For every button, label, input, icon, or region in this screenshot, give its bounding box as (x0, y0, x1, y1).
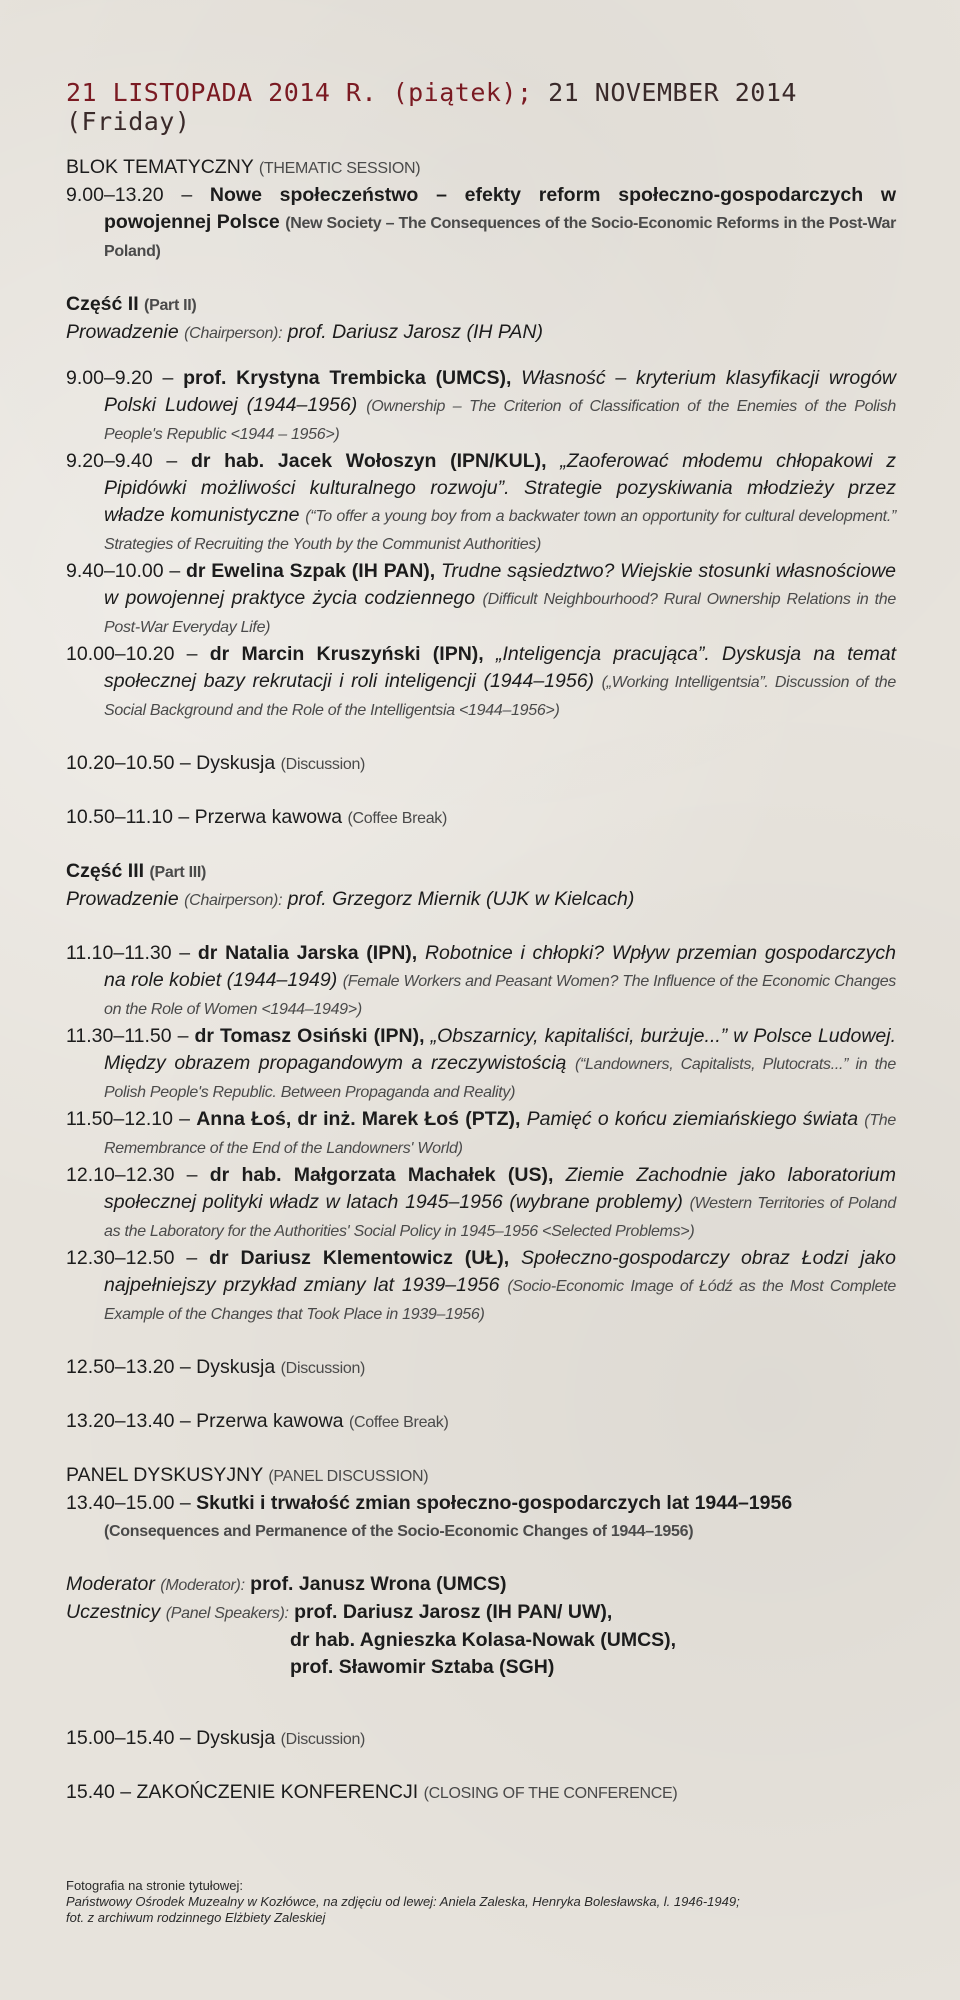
talk-item (66, 558, 896, 641)
talk-time: 10.00–10.20 – (66, 643, 198, 665)
day-heading-pl: 21 LISTOPADA 2014 R. (piątek); (66, 78, 533, 107)
coffee-break-2 (66, 1408, 896, 1436)
talk-title: „Obszarnicy, kapitaliści, burżuje...” w Polsce Ludowej. Między obrazem propagandowym a rzeczywistością (104, 1025, 897, 1074)
talk-item (66, 448, 896, 558)
talk-speaker: dr Dariusz Klementowicz (UŁ), (209, 1247, 510, 1269)
talk-item (66, 365, 896, 448)
discussion-2 (66, 1354, 896, 1382)
talk-time: 12.30–12.50 – (66, 1247, 198, 1269)
discussion-1 (66, 750, 896, 778)
part2-chair-label: Prowadzenie (66, 321, 179, 343)
talk-speaker: dr Marcin Kruszyński (IPN), (209, 643, 484, 665)
panel-time: 13.40–15.00 – (66, 1492, 191, 1514)
talk-item (66, 1106, 896, 1162)
talk-title-en: (Socio-Economic Image of Łódź as the Most Complete Example of the Changes that Took Place in 1939–1956) (104, 1278, 896, 1323)
panel-label (66, 1462, 896, 1490)
talk-speaker: dr Natalia Jarska (IPN), (197, 942, 418, 964)
coffee-break-2-en: (Coffee Break) (348, 1414, 449, 1431)
coffee-break-1 (66, 804, 896, 832)
talk-title: Własność – kryterium klasyfikacji wrogów Polski Ludowej (1944–1956) (104, 367, 897, 416)
session-title-en: (New Society – The Consequences of the Socio-Economic Reforms in the Post-War Poland) (104, 215, 896, 260)
panel-speaker: prof. Sławomir Sztaba (SGH) (290, 1656, 555, 1678)
discussion-2-text: 12.50–13.20 – Dyskusja (66, 1356, 276, 1378)
talk-title-en: (Ownership – The Criterion of Classification of the Enemies of the Polish People's Republic <1944 – 1956>) (104, 398, 896, 443)
discussion-1-en: (Discussion) (280, 756, 366, 773)
program-page (66, 78, 896, 1807)
moderator-name: prof. Janusz Wrona (UMCS) (250, 1573, 507, 1595)
talk-time: 11.30–11.50 – (66, 1025, 189, 1047)
session-label-en: (THEMATIC SESSION) (258, 160, 421, 177)
talk-time: 9.40–10.00 – (66, 560, 181, 582)
talk-item (66, 940, 896, 1023)
talk-title: Trudne sąsiedztwo? Wiejskie stosunki własnościowe w powojennej praktyce życia codziennego (104, 560, 896, 609)
coffee-break-1-en: (Coffee Break) (347, 810, 448, 827)
session-label-pl: BLOK TEMATYCZNY (66, 156, 254, 178)
closing (66, 1779, 896, 1807)
talk-item (66, 641, 896, 724)
talk-title-en: (Difficult Neighbourhood? Rural Ownership Relations in the Post-War Everyday Life) (104, 591, 897, 636)
part3-label: Część III (66, 860, 145, 882)
session-title: Nowe społeczeństwo – efekty reform społeczno-gospodarczych w powojennej Polsce (104, 184, 897, 233)
talk-item (66, 1023, 896, 1106)
session-label (66, 154, 896, 182)
moderator-label: Moderator (66, 1573, 155, 1595)
part2-chair (66, 319, 896, 347)
discussion-1-text: 10.20–10.50 – Dyskusja (66, 752, 276, 774)
talk-speaker: dr Tomasz Osiński (IPN), (194, 1025, 425, 1047)
panel-speaker: dr hab. Agnieszka Kolasa-Nowak (UMCS), (290, 1629, 677, 1651)
panel-block (66, 1490, 896, 1545)
discussion-3-text: 15.00–15.40 – Dyskusja (66, 1727, 276, 1749)
day-heading-en: 21 NOVEMBER 2014 (Friday) (66, 78, 797, 136)
talk-title: Ziemie Zachodnie jako laboratorium społecznej polityki władz w latach 1945–1956 (wybrane problemy) (104, 1164, 897, 1213)
talk-title: Pamięć o końcu ziemiańskiego świata (526, 1108, 859, 1130)
talk-title-en: (Female Workers and Peasant Women? The Influence of the Economic Changes on the Role of Women <1944–1949>) (104, 973, 896, 1018)
panel-label-en: (PANEL DISCUSSION) (268, 1468, 429, 1485)
part3-chair-label: Prowadzenie (66, 888, 179, 910)
part2-chair-name: prof. Dariusz Jarosz (IH PAN) (287, 321, 543, 343)
part2-heading (66, 291, 896, 319)
talk-time: 12.10–12.30 – (66, 1164, 198, 1186)
photo-credit (66, 1878, 906, 1926)
closing-en: (CLOSING OF THE CONFERENCE) (423, 1785, 678, 1802)
talk-title: Robotnice i chłopki? Wpływ przemian gospodarczych na role kobiet (1944–1949) (104, 942, 897, 991)
panel-title-en: (Consequences and Permanence of the Socio-Economic Changes of 1944–1956) (104, 1523, 694, 1540)
panel-label-pl: PANEL DYSKUSYJNY (66, 1464, 263, 1486)
panel-speaker: prof. Dariusz Jarosz (IH PAN/ UW), (294, 1601, 613, 1623)
panel-title: Skutki i trwałość zmian społeczno-gospodarczych lat 1944–1956 (196, 1492, 793, 1514)
photo-credit-line-3: fot. z archiwum rodzinnego Elżbiety Zaleskiej (66, 1910, 326, 1925)
session-time: 9.00–13.20 – (66, 184, 193, 206)
talk-speaker: prof. Krystyna Trembicka (UMCS), (183, 367, 512, 389)
part3-chair-name: prof. Grzegorz Miernik (UJK w Kielcach) (287, 888, 635, 910)
talk-title-en: (Western Territories of Poland as the Laboratory for the Authorities' Social Policy in 1945–1956 <Selected Problems>) (104, 1195, 897, 1240)
day-heading (66, 78, 896, 136)
coffee-break-1-text: 10.50–11.10 – Przerwa kawowa (66, 806, 343, 828)
part3-chair (66, 886, 896, 914)
talk-time: 9.20–9.40 – (66, 450, 178, 472)
talk-title-en: (“To offer a young boy from a backwater town an opportunity for cultural development.” Strategies of Recruiting the Youth by the Communist Authorities) (104, 508, 897, 553)
talk-title: „Zaoferować młodemu chłopakowi z Pipidówki możliwości kulturalnego rozwoju”. Strategie pozyskiwania młodzieży przez władze komunistyczne (104, 450, 897, 526)
part3-label-en: (Part III) (149, 864, 207, 881)
session-block (66, 182, 896, 265)
discussion-3-en: (Discussion) (280, 1731, 366, 1748)
speakers-label-en: (Panel Speakers): (165, 1605, 289, 1622)
part3-heading (66, 858, 896, 886)
talk-time: 11.50–12.10 – (66, 1108, 191, 1130)
part2-chair-label-en: (Chairperson): (184, 325, 283, 342)
talk-title-en: (The Remembrance of the End of the Landowners' World) (104, 1112, 896, 1157)
talk-title: „Inteligencja pracująca”. Dyskusja na temat społecznej bazy rekrutacji i roli inteligencji (1944–1956) (104, 643, 897, 692)
talk-time: 9.00–9.20 – (66, 367, 174, 389)
part3-chair-label-en: (Chairperson): (184, 892, 283, 909)
talk-speaker: dr Ewelina Szpak (IH PAN), (186, 560, 436, 582)
speakers-label: Uczestnicy (66, 1601, 161, 1623)
talk-speaker: dr hab. Jacek Wołoszyn (IPN/KUL), (190, 450, 547, 472)
discussion-3 (66, 1725, 896, 1753)
talk-item (66, 1162, 896, 1245)
moderator-label-en: (Moderator): (160, 1577, 245, 1594)
talk-time: 11.10–11.30 – (66, 942, 191, 964)
closing-text: 15.40 – ZAKOŃCZENIE KONFERENCJI (66, 1781, 419, 1803)
talk-title-en: („Working Intelligentsia”. Discussion of the Social Background and the Role of the Intelligentsia <1944–1956>) (104, 674, 896, 719)
talk-speaker: Anna Łoś, dr inż. Marek Łoś (PTZ), (196, 1108, 521, 1130)
panel-moderator (66, 1571, 896, 1599)
talk-speaker: dr hab. Małgorzata Machałek (US), (209, 1164, 554, 1186)
talk-item (66, 1245, 896, 1328)
panel-speakers (66, 1599, 896, 1627)
coffee-break-2-text: 13.20–13.40 – Przerwa kawowa (66, 1410, 344, 1432)
talk-title-en: (“Landowners, Capitalists, Plutocrats...” in the Polish People's Republic. Between Propaganda and Reality) (104, 1056, 896, 1101)
photo-credit-line-1: Fotografia na stronie tytułowej: (66, 1878, 244, 1893)
part2-label-en: (Part II) (144, 297, 197, 314)
talk-title: Społeczno-gospodarczy obraz Łodzi jako najpełniejszy przykład zmiany lat 1939–1956 (104, 1247, 897, 1296)
part2-label: Część II (66, 293, 139, 315)
photo-credit-line-2: Państwowy Ośrodek Muzealny w Kozłówce, na zdjęciu od lewej: Aniela Zaleska, Henryka Bolesławska, l. 1946-1949; (66, 1894, 740, 1909)
discussion-2-en: (Discussion) (280, 1360, 366, 1377)
